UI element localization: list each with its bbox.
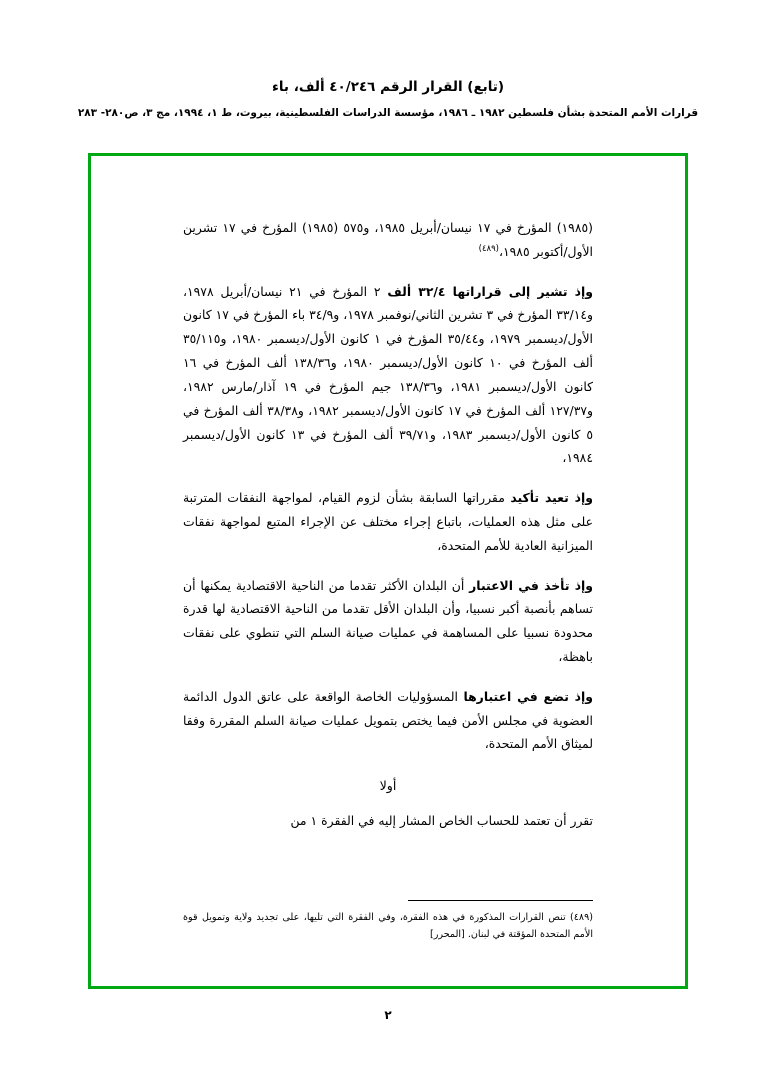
paragraph-dates-text: (١٩٨٥) المؤرخ في ١٧ نيسان/أبريل ١٩٨٥، و٥٧٥ (١٩٨٥) المؤرخ في ١٧ تشرين الأول/أكتوبر ١٩٨٥، xyxy=(183,220,593,259)
paragraph-dates xyxy=(183,216,593,264)
document-header xyxy=(0,78,776,122)
paragraph-reaffirm xyxy=(183,486,593,557)
paragraph-responsibility-text: المسؤوليات الخاصة الواقعة على عاتق الدول الدائمة العضوية في مجلس الأمن فيما يختص بتمويل عمليات صيانة السلم المقررة وفقا لميثاق الأمم المتحدة، xyxy=(183,688,593,752)
page-title: (تابع) القرار الرقم ٤٠/٢٤٦ ألف، باء xyxy=(271,79,505,95)
footnote-text: (٤٨٩) تنص القرارات المذكورة في هذه الفقرة، وفي الفقرة التي تليها، على تجديد ولاية وتمويل قوة الأمم المتحدة المؤقتة في لبنان. [المحرر] xyxy=(183,911,593,941)
paragraph-resolutions xyxy=(183,280,593,471)
paragraph-reaffirm-lead: وإذ تعيد تأكيد xyxy=(510,490,593,506)
footnote-reference: (٤٨٩) xyxy=(478,243,499,254)
paragraph-responsibility xyxy=(183,685,593,756)
page-number: ٢ xyxy=(384,1008,392,1022)
footnote-block xyxy=(183,900,593,944)
paragraph-reaffirm-text: مقرراتها السابقة بشأن لزوم القيام، لمواجهة النفقات المترتبة على مثل هذه العمليات، باتباع إجراء مختلف عن الإجراء المتبع لمواجهة نفقات الميزانية العادية للأمم المتحدة، xyxy=(183,490,593,553)
paragraph-resolutions-lead: وإذ تشير إلى قراراتها ٣٢/٤ ألف xyxy=(387,283,593,299)
paragraph-resolutions-text: ٢ المؤرخ في ٢١ نيسان/أبريل ١٩٧٨، و٣٣/١٤ المؤرخ في ٣ تشرين الثاني/نوفمبر ١٩٧٨، و٣٤/٩ باء المؤرخ في ١٧ كانون الأول/ديسمبر ١٩٧٩، و٣٥/٤٤ المؤرخ في ١ كانون الأول/ديسمبر ١٩٨٠، و٣٥/١١٥ ألف المؤرخ في ١٠ كانون الأول/ديسمبر ١٩٨٠، و١٣٨/٣٦ ألف المؤرخ في ١٦ كانون الأول/ديسمبر ١٩٨١، و١٣٨/٣٦ جيم المؤرخ في ١٩ آذار/مارس ١٩٨٢، و١٢٧/٣٧ ألف المؤرخ في ١٧ كانون الأول/ديسمبر ١٩٨٢، و٣٨/٣٨ ألف المؤرخ في ٥ كانون الأول/ديسمبر ١٩٨٣، و٣٩/٧١ ألف المؤرخ في ١٣ كانون الأول/ديسمبر ١٩٨٤، xyxy=(183,283,594,466)
paragraph-consider-lead: وإذ تأخذ في الاعتبار xyxy=(469,577,593,593)
paragraph-closing: تقرر أن تعتمد للحساب الخاص المشار إليه في الفقرة ١ من xyxy=(290,813,593,829)
footnote-divider xyxy=(408,900,593,901)
paragraph-consider-text: أن البلدان الأكثر تقدما من الناحية الاقتصادية يمكنها أن تساهم بأنصبة أكبر نسبيا، وأن البلدان الأقل تقدما من الناحية الاقتصادية لها قدرة محدودة نسبيا على المساهمة في عمليات صيانة السلم التي تنطوي على نفقات باهظة، xyxy=(183,577,593,664)
content-frame xyxy=(88,153,688,989)
section-heading-first: أولا xyxy=(379,778,397,794)
source-citation: قرارات الأمم المتحدة بشأن فلسطين ١٩٨٢ ـ ١٩٨٦، مؤسسة الدراسات الفلسطينية، بيروت، ط ١، ١٩٩٤، مج ٣، ص٢٨٠- ٢٨٣ xyxy=(77,106,699,119)
document-body xyxy=(91,216,685,986)
paragraph-responsibility-lead: وإذ تضع في اعتبارها xyxy=(463,688,593,704)
paragraph-consider xyxy=(183,574,593,669)
